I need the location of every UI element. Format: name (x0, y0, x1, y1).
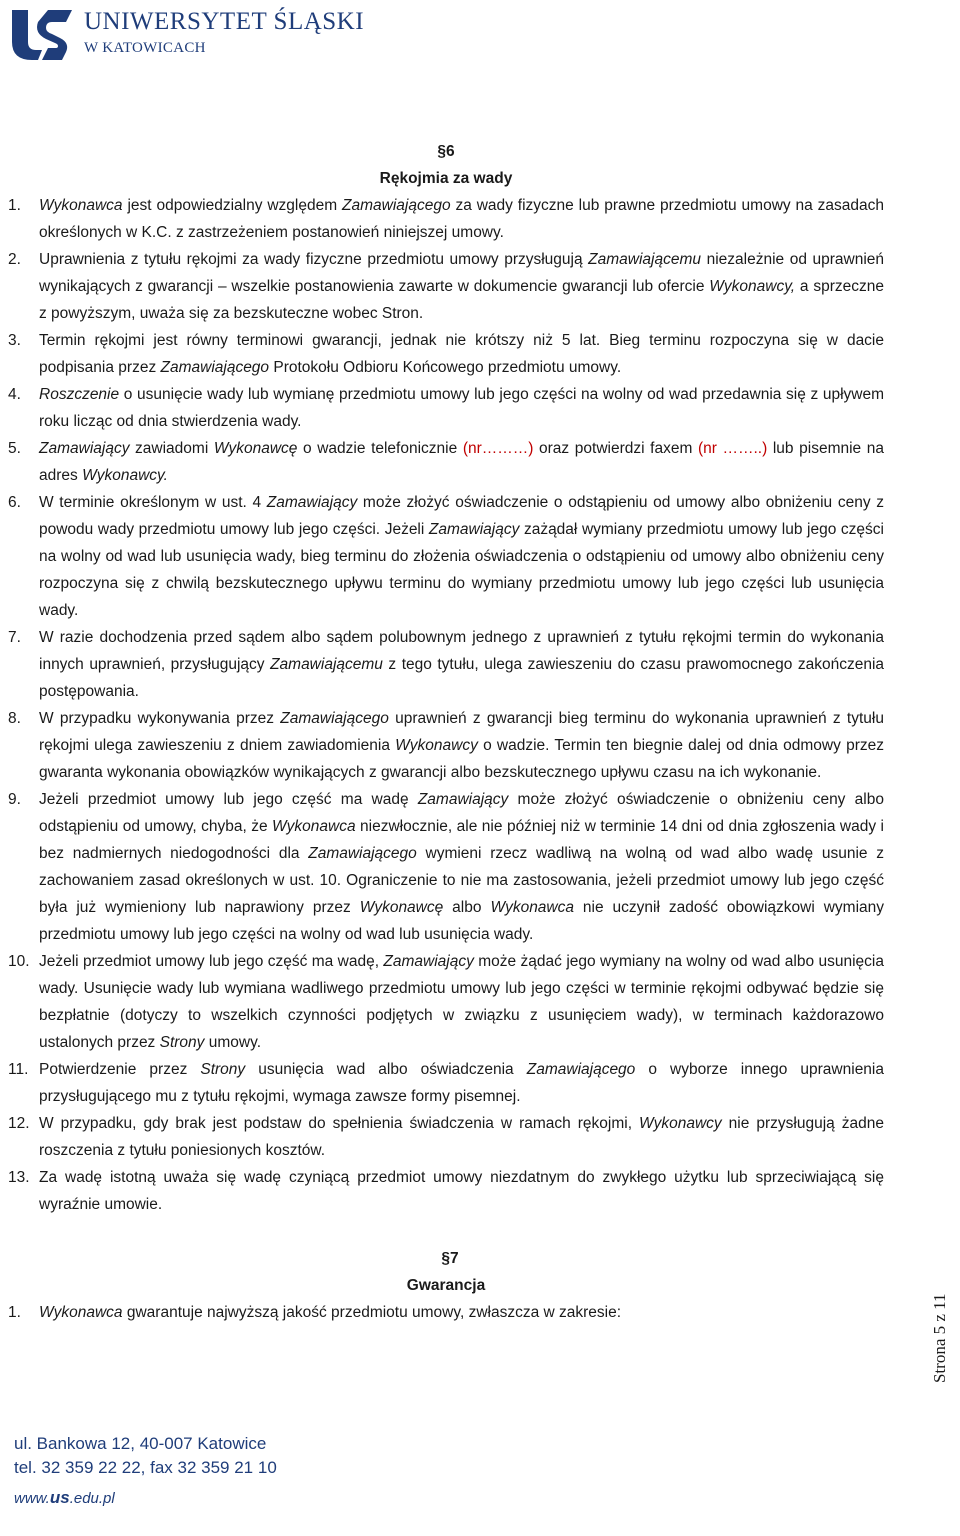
web-domain: us (49, 1488, 70, 1507)
section-6-list (8, 192, 884, 1218)
page-number: Strona 5 z 11 (930, 1293, 949, 1383)
item-number: 7. (8, 629, 21, 646)
web-suffix: .edu.pl (69, 1490, 115, 1507)
item-text: W terminie określonym w ust. 4 Zamawiający może złożyć oświadczenie o odstąpieniu od umowy albo obniżeniu ceny z powodu wady przedmiotu umowy lub jego części. Jeżeli Zamawiający zażądał wymiany przedmiotu umowy lub jego części na wolny od wad lub usunięcia wady, bieg terminu do złożenia oświadczenia o odstąpieniu od umowy albo obniżeniu ceny rozpoczyna się z chwilą bezskutecznego upływu terminu do wymiany przedmiotu umowy lub jego części lub usunięcia wady. (39, 494, 884, 619)
footer-address: ul. Bankowa 12, 40-007 Katowice (14, 1434, 267, 1453)
list-item (8, 705, 884, 786)
section-7 (8, 1245, 884, 1326)
list-item (8, 948, 884, 1056)
list-item (8, 1164, 884, 1218)
item-number: 13. (8, 1169, 30, 1186)
item-text: Za wadę istotną uważa się wadę czyniącą przedmiot umowy niezdatnym do zwykłego użytku lub sprzeciwiającą się wyraźnie umowie. (39, 1169, 884, 1213)
document-body (8, 138, 884, 1326)
list-item (8, 1056, 884, 1110)
item-text: Roszczenie o usunięcie wady lub wymianę przedmiotu umowy lub jego części na wolny od wad przedawnia się z upływem roku licząc od dnia stwierdzenia wady. (39, 386, 884, 430)
section-title: Gwarancja (406, 1277, 486, 1294)
list-item (8, 192, 884, 246)
list-item (8, 381, 884, 435)
item-number: 12. (8, 1115, 30, 1132)
item-text: Wykonawca gwarantuje najwyższą jakość przedmiotu umowy, zwłaszcza w zakresie: (39, 1304, 622, 1321)
item-number: 4. (8, 386, 21, 403)
item-text: Potwierdzenie przez Strony usunięcia wad albo oświadczenia Zamawiającego o wyborze innego uprawnienia przysługującego mu z tytułu rękojmi, wymaga zawsze formy pisemnej. (39, 1061, 884, 1105)
university-logo-icon (8, 6, 76, 62)
section-number: §6 (437, 143, 455, 160)
footer-website-link[interactable] (14, 1488, 277, 1508)
item-number: 8. (8, 710, 21, 727)
list-item (8, 1110, 884, 1164)
list-item (8, 624, 884, 705)
item-text: Wykonawca jest odpowiedzialny względem Zamawiającego za wady fizyczne lub prawne przedmiotu umowy na zasadach określonych w K.C. z zastrzeżeniem postanowień niniejszej umowy. (39, 197, 885, 241)
section-title: Rękojmia za wady (379, 170, 513, 187)
item-text: W razie dochodzenia przed sądem albo sądem polubownym jednego z uprawnień z tytułu rękojmi termin do wykonania innych uprawnień, przysługujący Zamawiającemu z tego tytułu, ulega zawieszeniu do czasu prawomocnego zakończenia postępowania. (39, 629, 885, 700)
list-item (8, 786, 884, 948)
section-7-list (8, 1299, 884, 1326)
item-text: W przypadku, gdy brak jest podstaw do spełnienia świadczenia w ramach rękojmi, Wykonawcy nie przysługują żadne roszczenia z tytułu poniesionych kosztów. (39, 1115, 884, 1159)
item-text: W przypadku wykonywania przez Zamawiającego uprawnień z gwarancji bieg terminu do wykonania uprawnień z tytułu rękojmi ulega zawieszeniu z dniem zawiadomienia Wykonawcy o wadzie. Termin ten biegnie dalej od dnia odmowy przez gwaranta wykonania obowiązków wynikających z gwarancji albo bezskutecznego upływu czasu na ich wykonanie. (39, 710, 884, 781)
item-text: Zamawiający zawiadomi Wykonawcę o wadzie telefonicznie (nr………) oraz potwierdzi faxem (nr ……..) lub pisemnie na adres Wykonawcy. (39, 440, 884, 484)
footer (14, 1432, 277, 1508)
section-number: §7 (441, 1250, 459, 1267)
item-number: 1. (8, 197, 21, 214)
item-number: 5. (8, 440, 21, 457)
section-6 (8, 138, 884, 1218)
list-item (8, 435, 884, 489)
footer-phone: tel. 32 359 22 22, fax 32 359 21 10 (14, 1458, 277, 1477)
university-city: W KATOWICACH (84, 40, 206, 56)
list-item (8, 246, 884, 327)
item-number: 1. (8, 1304, 21, 1321)
university-name: UNIWERSYTET ŚLĄSKI (84, 8, 365, 35)
list-item (8, 489, 884, 624)
item-number: 2. (8, 251, 21, 268)
header (8, 6, 408, 68)
item-text: Jeżeli przedmiot umowy lub jego część ma wadę Zamawiający może złożyć oświadczenie o obniżeniu ceny albo odstąpieniu od umowy, chyba, że Wykonawca niezwłocznie, ale nie później niż w terminie 14 dni od dnia zgłoszenia wady i bez nadmiernych niedogodności dla Zamawiającego wymieni rzecz wadliwą na wolną od wad albo wadę usunie z zachowaniem zasad określonych w ust. 10. Ograniczenie to nie ma zastosowania, jeżeli przedmiot umowy lub jego część była już wymieniony lub naprawiony przez Wykonawcę albo Wykonawca nie uczynił zadość obowiązkowi wymiany przedmiotu umowy lub jego części na wolny od wad lub usunięcia wady. (39, 791, 885, 943)
item-text: Uprawnienia z tytułu rękojmi za wady fizyczne przedmiotu umowy przysługują Zamawiającemu niezależnie od uprawnień wynikających z gwarancji – wszelkie postanowienia zawarte w dokumencie gwarancji lub ofercie Wykonawcy, a sprzeczne z powyższym, uważa się za bezskuteczne wobec Stron. (39, 251, 885, 322)
list-item (8, 1299, 884, 1326)
item-text: Termin rękojmi jest równy terminowi gwarancji, jednak nie krótszy niż 5 lat. Bieg terminu rozpoczyna się w dacie podpisania przez Zamawiającego Protokołu Odbioru Końcowego przedmiotu umowy. (39, 332, 884, 376)
item-number: 10. (8, 953, 30, 970)
item-number: 11. (8, 1061, 29, 1078)
item-text: Jeżeli przedmiot umowy lub jego część ma wadę, Zamawiający może żądać jego wymiany na wolny od wad albo usunięcia wady. Usunięcie wady lub wymiana wadliwego przedmiotu umowy lub jego części w terminie rękojmi odbywać będzie się bezpłatnie (dotyczy to wszelkich czynności podjętych w związku z usunięciem wady), w terminach każdorazowo ustalonych przez Strony umowy. (39, 953, 884, 1051)
item-number: 6. (8, 494, 21, 511)
item-number: 9. (8, 791, 21, 808)
web-prefix: www. (14, 1490, 50, 1507)
list-item (8, 327, 884, 381)
item-number: 3. (8, 332, 21, 349)
